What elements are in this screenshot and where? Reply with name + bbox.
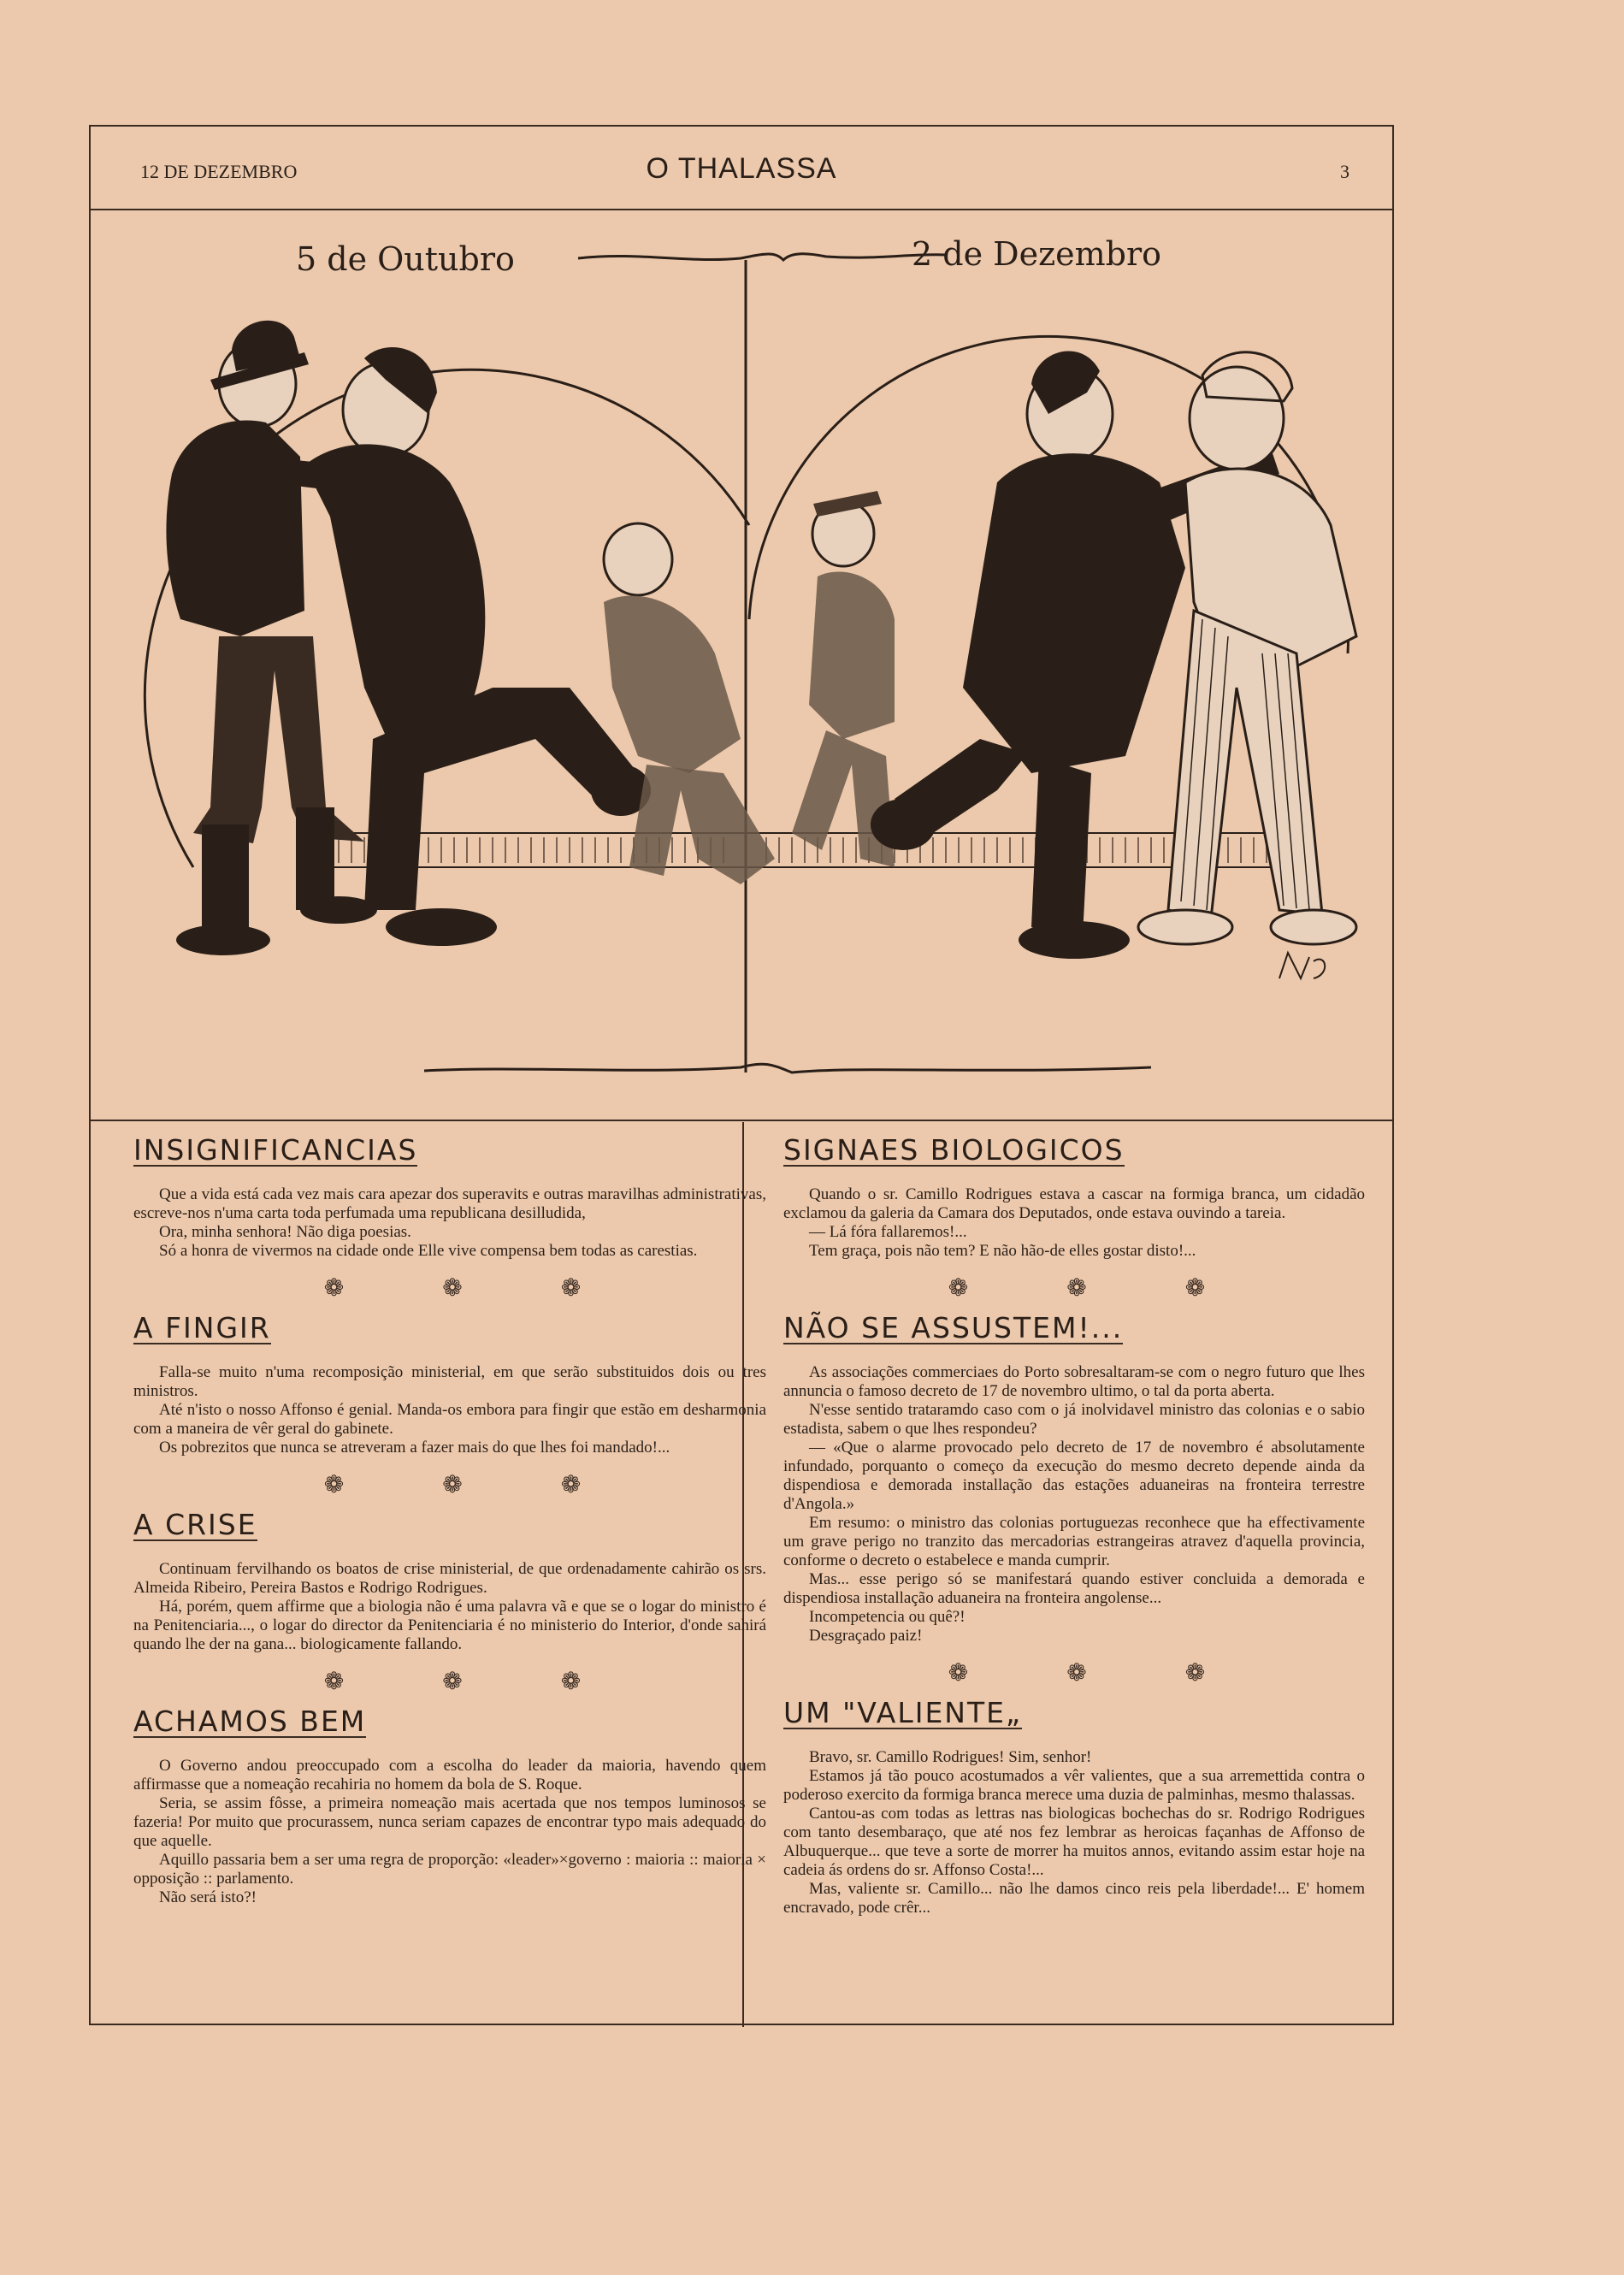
article-paragraph: Que a vida está cada vez mais cara apezar dos superavits e outras maravilhas administrativas, escreve-nos n'uma carta toda perfumada uma republicana desilludida, xyxy=(133,1185,766,1222)
header-date: 12 DE DEZEMBRO xyxy=(140,161,298,182)
newspaper-title: O THALASSA xyxy=(646,152,837,185)
article-insignificancias xyxy=(133,1133,766,1261)
ornament-divider: ❁ ❁ ❁ xyxy=(323,1275,628,1302)
article-paragraph: Há, porém, quem affirme que a biologia não é uma palavra vã e que se o logar do ministro é na Penitenciaria..., o logar do director da Penitenciaria é no ministerio do Interior, d'onde sahirá quando lhe der na gana... biologicamente fallando. xyxy=(133,1598,766,1653)
article-nao-se-assustem xyxy=(783,1311,1365,1646)
article-paragraph: Mas, valiente sr. Camillo... não lhe damos cinco reis pela liberdade!... E' homem encravado, pode crêr... xyxy=(783,1880,1365,1917)
ornament-divider: ❁ ❁ ❁ xyxy=(948,1660,1252,1687)
left-figure-small-man xyxy=(604,523,775,884)
article-paragraph: Os pobrezitos que nunca se atreveram a fazer mais do que lhes foi mandado!... xyxy=(159,1439,670,1457)
article-paragraph: — Lá fóra fallaremos!... xyxy=(809,1223,967,1241)
article-title: ACHAMOS BEM xyxy=(133,1705,367,1738)
article-paragraph: Tem graça, pois não tem? E não hão-de elles gostar disto!... xyxy=(809,1242,1196,1260)
article-paragraph: Aquillo passaria bem a ser uma regra de proporção: «leader»×governo : maioria :: maioria × opposição :: parlamento. xyxy=(133,1851,766,1888)
article-paragraph: Até n'isto o nosso Affonso é genial. Manda-os embora para fingir que estão em desharmonia com a maneira de vêr geral do gabinete. xyxy=(133,1401,766,1438)
cartoon-drawing xyxy=(91,209,1392,1120)
article-title: A FINGIR xyxy=(133,1311,271,1344)
article-paragraph: Cantou-as com todas as lettras nas biologicas bochechas do sr. Rodrigo Rodrigues com tanto desembaraço, que até nos fez lembrar as heroicas façanhas de Affonso de Albuquerque... que teve a sorte de morrer ha muitos annos, evitando assim estar hoje na cadeia ás ordens do sr. Affonso Costa!... xyxy=(783,1805,1365,1879)
article-title: A CRISE xyxy=(133,1508,257,1541)
article-paragraph: Estamos já tão pouco acostumados a vêr valientes, que a sua arremettida contra o poderoso exercito da formiga branca merece uma duzia de palminhas, mesmo thalassas. xyxy=(783,1767,1365,1804)
ornament-divider: ❁ ❁ ❁ xyxy=(323,1669,628,1695)
article-a-crise xyxy=(133,1510,766,1654)
page-frame xyxy=(89,125,1394,2025)
right-caption: 2 de Dezembro xyxy=(912,235,1162,273)
article-paragraph: Ora, minha senhora! Não diga poesias. xyxy=(159,1223,411,1241)
article-paragraph: As associações commerciaes do Porto sobresaltaram-se com o negro futuro que lhes annuncia o famoso decreto de 17 de novembro ultimo, o tal da porta aberta. xyxy=(783,1363,1365,1400)
article-paragraph: Mas... esse perigo só se manifestará quando estiver concluida a demorada e dispendiosa installação aduaneira na fronteira angolense... xyxy=(783,1570,1365,1607)
article-paragraph: Só a honra de vivermos na cidade onde Elle vive compensa bem todas as carestias. xyxy=(159,1242,698,1260)
article-paragraph: Em resumo: o ministro das colonias portuguezas reconhece que ha effectivamente um grave perigo no tranzito das mercadorias estrangeiras atravez d'aquella provincia, conforme o decreto o estabelece e manda cumprir. xyxy=(783,1514,1365,1569)
article-paragraph: Desgraçado paiz! xyxy=(809,1627,923,1645)
article-paragraph: Continuam fervilhando os boatos de crise ministerial, de que ordenadamente cahirão os srs. Almeida Ribeiro, Pereira Bastos e Rodrigo Rodrigues. xyxy=(133,1560,766,1597)
article-paragraph: — «Que o alarme provocado pelo decreto de 17 de novembro é absolutamente infundado, porquanto o começo da execução do mesmo decreto depende ainda da dispendiosa e demorada installação das estações aduaneiras na fronteira terrestre d'Angola.» xyxy=(783,1439,1365,1513)
cartoon-illustration xyxy=(91,209,1392,1121)
right-column xyxy=(783,1133,1365,1936)
article-achamos-bem xyxy=(133,1707,766,1907)
ornament-divider: ❁ ❁ ❁ xyxy=(948,1275,1252,1302)
article-paragraph: Seria, se assim fôsse, a primeira nomeação mais acertada que nos tempos luminosos se fazeria! Por muito que procurassem, nunca seriam capazes de encontrar typo mais adequado do que aquelle. xyxy=(133,1794,766,1850)
article-a-fingir xyxy=(133,1311,766,1457)
page-header xyxy=(91,127,1392,210)
article-paragraph: Quando o sr. Camillo Rodrigues estava a cascar na formiga branca, um cidadão exclamou da galeria da Camara dos Deputados, onde estava ouvindo a tareia. xyxy=(783,1185,1365,1222)
article-um-valiente xyxy=(783,1696,1365,1918)
page-number: 3 xyxy=(1340,161,1349,182)
article-title: UM "VALIENTE„ xyxy=(783,1696,1023,1729)
article-title: INSIGNIFICANCIAS xyxy=(133,1133,418,1167)
article-paragraph: N'esse sentido trataramdo caso com o já inolvidavel ministro das colonias e o sabio estadista, sabem o que lhes respondeu? xyxy=(783,1401,1365,1438)
article-paragraph: Incompetencia ou quê?! xyxy=(809,1608,966,1626)
article-signaes-biologicos xyxy=(783,1133,1365,1261)
article-paragraph: O Governo andou preoccupado com a escolha do leader da maioria, havendo quem affirmasse que a nomeação recahiria no homem da bola de S. Roque. xyxy=(133,1757,766,1793)
ornament-divider: ❁ ❁ ❁ xyxy=(323,1472,628,1498)
article-paragraph: Bravo, sr. Camillo Rodrigues! Sim, senhor! xyxy=(809,1748,1092,1766)
article-paragraph: Não será isto?! xyxy=(159,1888,257,1906)
article-title: SIGNAES BIOLOGICOS xyxy=(783,1133,1125,1167)
left-caption: 5 de Outubro xyxy=(296,240,515,278)
article-title: NÃO SE ASSUSTEM!... xyxy=(783,1311,1124,1344)
article-paragraph: Falla-se muito n'uma recomposição ministerial, em que serão substituidos dois ou tres ministros. xyxy=(133,1363,766,1400)
artist-signature xyxy=(1279,953,1325,978)
left-column xyxy=(133,1133,766,1926)
right-figure-striped-man xyxy=(1138,352,1356,944)
